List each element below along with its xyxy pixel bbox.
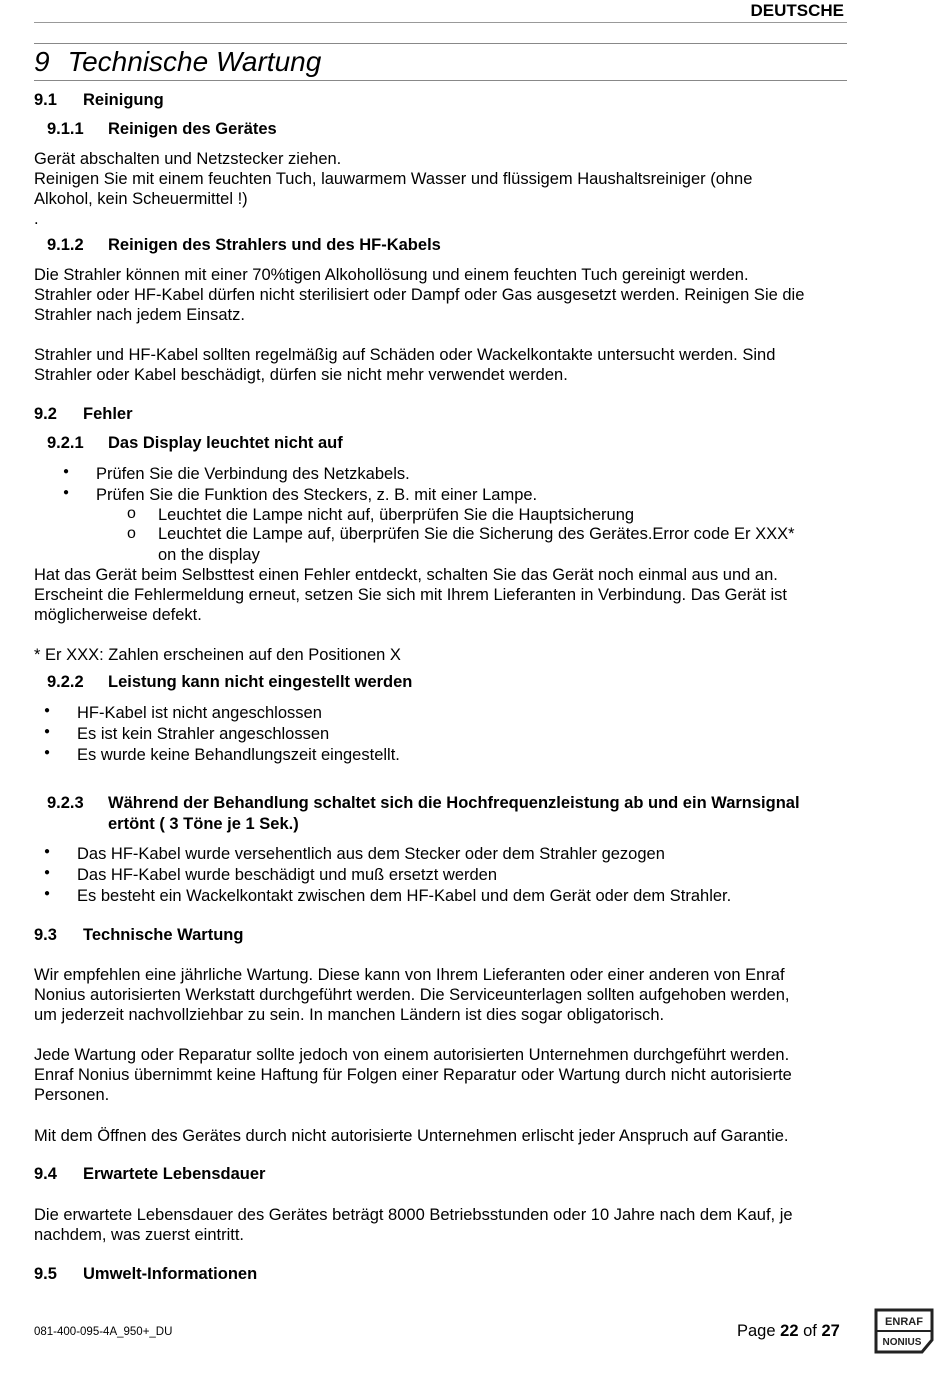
list-item: Es ist kein Strahler angeschlossen	[77, 725, 330, 743]
header-language: DEUTSCHE	[750, 1, 844, 20]
list-item: Prüfen Sie die Verbindung des Netzkabels.	[96, 465, 410, 483]
bullet-icon: ●	[44, 888, 51, 899]
list-item: Leuchtet die Lampe nicht auf, überprüfen Sie die Hauptsicherung	[158, 506, 635, 524]
bullet-icon: ●	[63, 487, 70, 498]
bullet-icon: ●	[44, 747, 51, 758]
section-9-1-heading: 9.1 Reinigung	[34, 91, 164, 109]
section-9-2-1-text: Hat das Gerät beim Selbsttest einen Fehler entdeckt, schalten Sie das Gerät noch einmal aus und an. Erscheint die Fehlermeldung erneut, setzen Sie sich mit Ihrem Lieferanten in Verbindung. Das Gerät ist möglicherweise defekt.	[34, 566, 787, 624]
enraf-nonius-logo	[872, 1306, 936, 1356]
subbullet-icon: o	[127, 525, 136, 542]
section-9-2-1-note: * Er XXX: Zahlen erscheinen auf den Positionen X	[34, 646, 401, 664]
bullet-icon: ●	[44, 867, 51, 878]
page-header	[34, 0, 847, 23]
list-item: Es wurde keine Behandlungszeit eingestellt.	[77, 746, 400, 764]
section-9-3-text-1: Wir empfehlen eine jährliche Wartung. Diese kann von Ihrem Lieferanten oder einer anderen von Enraf Nonius autorisierten Werkstatt durchgeführt werden. Die Serviceunterlagen sollten aufgehoben werden, um jederzeit nachvollziehbar zu sein. In manchen Ländern ist dies sogar obligatorisch.	[34, 966, 790, 1024]
chapter-number: 9	[34, 46, 50, 77]
section-9-4-heading: 9.4 Erwartete Lebensdauer	[34, 1165, 266, 1183]
section-9-2-3-heading: 9.2.3 Während der Behandlung schaltet sich die Hochfrequenzleistung ab und ein Warnsignal ertönt ( 3 Töne je 1 Sek.)	[47, 794, 800, 833]
list-item: Das HF-Kabel wurde versehentlich aus dem Stecker oder dem Strahler gezogen	[77, 845, 665, 863]
list-item: Prüfen Sie die Funktion des Steckers, z. B. mit einer Lampe.	[96, 486, 538, 504]
section-9-3-text-3: Mit dem Öffnen des Gerätes durch nicht autorisierte Unternehmen erlischt jeder Anspruch auf Garantie.	[34, 1127, 789, 1145]
section-9-2-1-heading: 9.2.1 Das Display leuchtet nicht auf	[47, 434, 343, 452]
section-9-5-heading: 9.5 Umwelt-Informationen	[34, 1265, 258, 1283]
section-9-1-1-text: Gerät abschalten und Netzstecker ziehen. Reinigen Sie mit einem feuchten Tuch, lauwarmem Wasser und flüssigem Haushaltsreiniger (ohne Alkohol, kein Scheuermittel !) .	[34, 150, 753, 228]
subbullet-icon: o	[127, 505, 136, 522]
section-9-1-2-text-1: Die Strahler können mit einer 70%tigen Alkohollösung und einem feuchten Tuch gereinigt werden. Strahler oder HF-Kabel dürfen nicht sterilisiert oder Dampf oder Gas ausgesetzt werden. Reinigen Sie die Strahler nach jedem Einsatz.	[34, 266, 805, 324]
chapter-heading	[34, 43, 847, 81]
section-9-4-text: Die erwartete Lebensdauer des Gerätes beträgt 8000 Betriebsstunden oder 10 Jahre nach dem Kauf, je nachdem, was zuerst eintritt.	[34, 1206, 793, 1244]
section-9-2-2-heading: 9.2.2 Leistung kann nicht eingestellt werden	[47, 673, 413, 691]
document-id: 081-400-095-4A_950+_DU	[34, 1326, 173, 1338]
section-9-1-2-heading: 9.1.2 Reinigen des Strahlers und des HF-Kabels	[47, 236, 441, 254]
page-number: Page 22 of 27	[737, 1322, 840, 1340]
list-item: HF-Kabel ist nicht angeschlossen	[77, 704, 322, 722]
section-9-2-heading: 9.2 Fehler	[34, 405, 133, 423]
bullet-icon: ●	[44, 705, 51, 716]
svg-text:ENRAF: ENRAF	[885, 1316, 923, 1328]
bullet-icon: ●	[63, 466, 70, 477]
svg-text:NONIUS: NONIUS	[882, 1337, 922, 1348]
bullet-icon: ●	[44, 846, 51, 857]
chapter-title: Technische Wartung	[67, 46, 322, 77]
list-item: Leuchtet die Lampe auf, überprüfen Sie die Sicherung des Gerätes.Error code Er XXX*	[158, 525, 795, 543]
list-item-continuation: on the display	[158, 546, 260, 564]
section-9-3-text-2: Jede Wartung oder Reparatur sollte jedoch von einem autorisierten Unternehmen durchgeführt werden. Enraf Nonius übernimmt keine Haftung für Folgen einer Reparatur oder Wartung durch nicht autorisierte Personen.	[34, 1046, 792, 1104]
section-9-1-1-heading: 9.1.1 Reinigen des Gerätes	[47, 120, 277, 138]
section-9-3-heading: 9.3 Technische Wartung	[34, 926, 244, 944]
list-item: Das HF-Kabel wurde beschädigt und muß ersetzt werden	[77, 866, 498, 884]
list-item: Es besteht ein Wackelkontakt zwischen dem HF-Kabel und dem Gerät oder dem Strahler.	[77, 887, 732, 905]
bullet-icon: ●	[44, 726, 51, 737]
section-9-1-2-text-2: Strahler und HF-Kabel sollten regelmäßig auf Schäden oder Wackelkontakte untersucht werden. Sind Strahler oder Kabel beschädigt, dürfen sie nicht mehr verwendet werden.	[34, 346, 776, 384]
